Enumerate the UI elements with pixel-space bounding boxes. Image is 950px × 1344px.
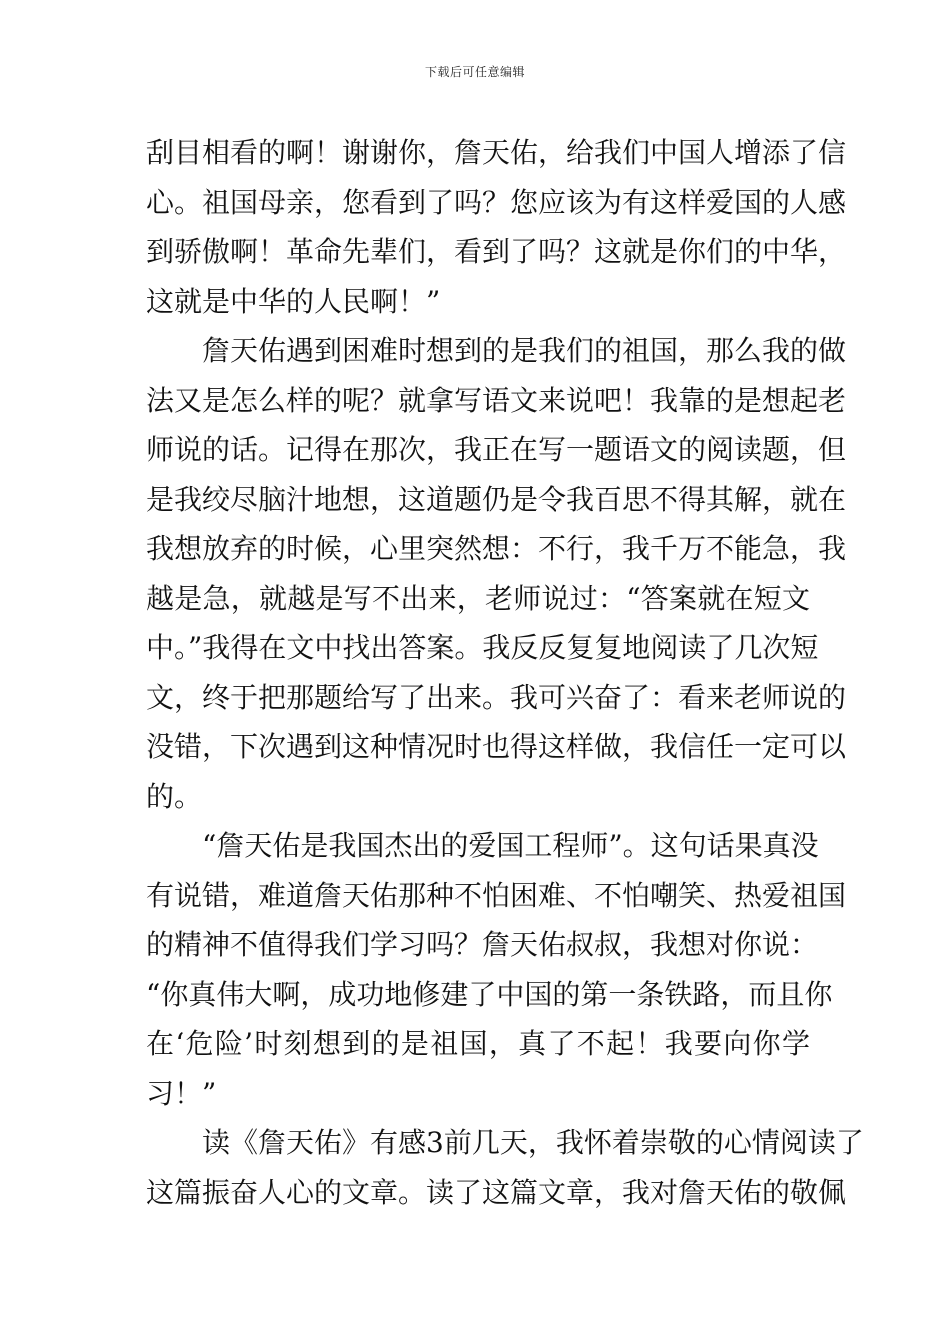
text-line: 文，终于把那题给写了出来。我可兴奋了：看来老师说的	[146, 680, 847, 714]
text-line: 有说错，难道詹天佑那种不怕困难、不怕嘲笑、热爱祖国	[146, 878, 847, 912]
page-header: 下载后可任意编辑	[424, 65, 525, 79]
text-line: 越是急，就越是写不出来，老师说过：“答案就在短文	[146, 581, 810, 615]
text-line: 师说的话。记得在那次，我正在写一题语文的阅读题，但	[146, 433, 847, 466]
text-line: 中。”我得在文中找出答案。我反反复复地阅读了几次短	[146, 631, 819, 664]
text-line: “詹天佑是我国杰出的爱国工程师”。这句话果真没	[146, 829, 819, 862]
text-line: 法又是怎么样的呢？就拿写语文来说吧！我靠的是想起老	[146, 383, 847, 417]
text-line: 的。	[146, 779, 203, 813]
document-body	[146, 128, 864, 1217]
text-line: 是我绞尽脑汁地想，这道题仍是令我百思不得其解，就在	[146, 482, 847, 516]
text-line: 这篇振奋人心的文章。读了这篇文章，我对詹天佑的敬佩	[146, 1175, 847, 1209]
text-line: 读《詹天佑》有感3前几天，我怀着崇敬的心情阅读了	[146, 1126, 864, 1159]
text-line: 这就是中华的人民啊！”	[146, 284, 441, 318]
text-line: 的精神不值得我们学习吗？詹天佑叔叔，我想对你说：	[146, 928, 819, 961]
text-line: 刮目相看的啊！谢谢你，詹天佑，给我们中国人增添了信	[146, 136, 847, 169]
text-line: 心。祖国母亲，您看到了吗？您应该为有这样爱国的人感	[146, 185, 847, 219]
text-line: 习！”	[146, 1076, 217, 1110]
text-line: 我想放弃的时候，心里突然想：不行，我千万不能急，我	[146, 532, 847, 565]
text-line: 没错，下次遇到这种情况时也得这样做，我信任一定可以	[146, 730, 847, 763]
text-line: 詹天佑遇到困难时想到的是我们的祖国，那么我的做	[146, 334, 847, 367]
text-line: “你真伟大啊，成功地修建了中国的第一条铁路，而且你	[146, 977, 833, 1011]
text-line: 在‘危险’时刻想到的是祖国，真了不起！我要向你学	[146, 1027, 810, 1060]
text-line: 到骄傲啊！革命先辈们，看到了吗？这就是你们的中华，	[146, 235, 847, 268]
